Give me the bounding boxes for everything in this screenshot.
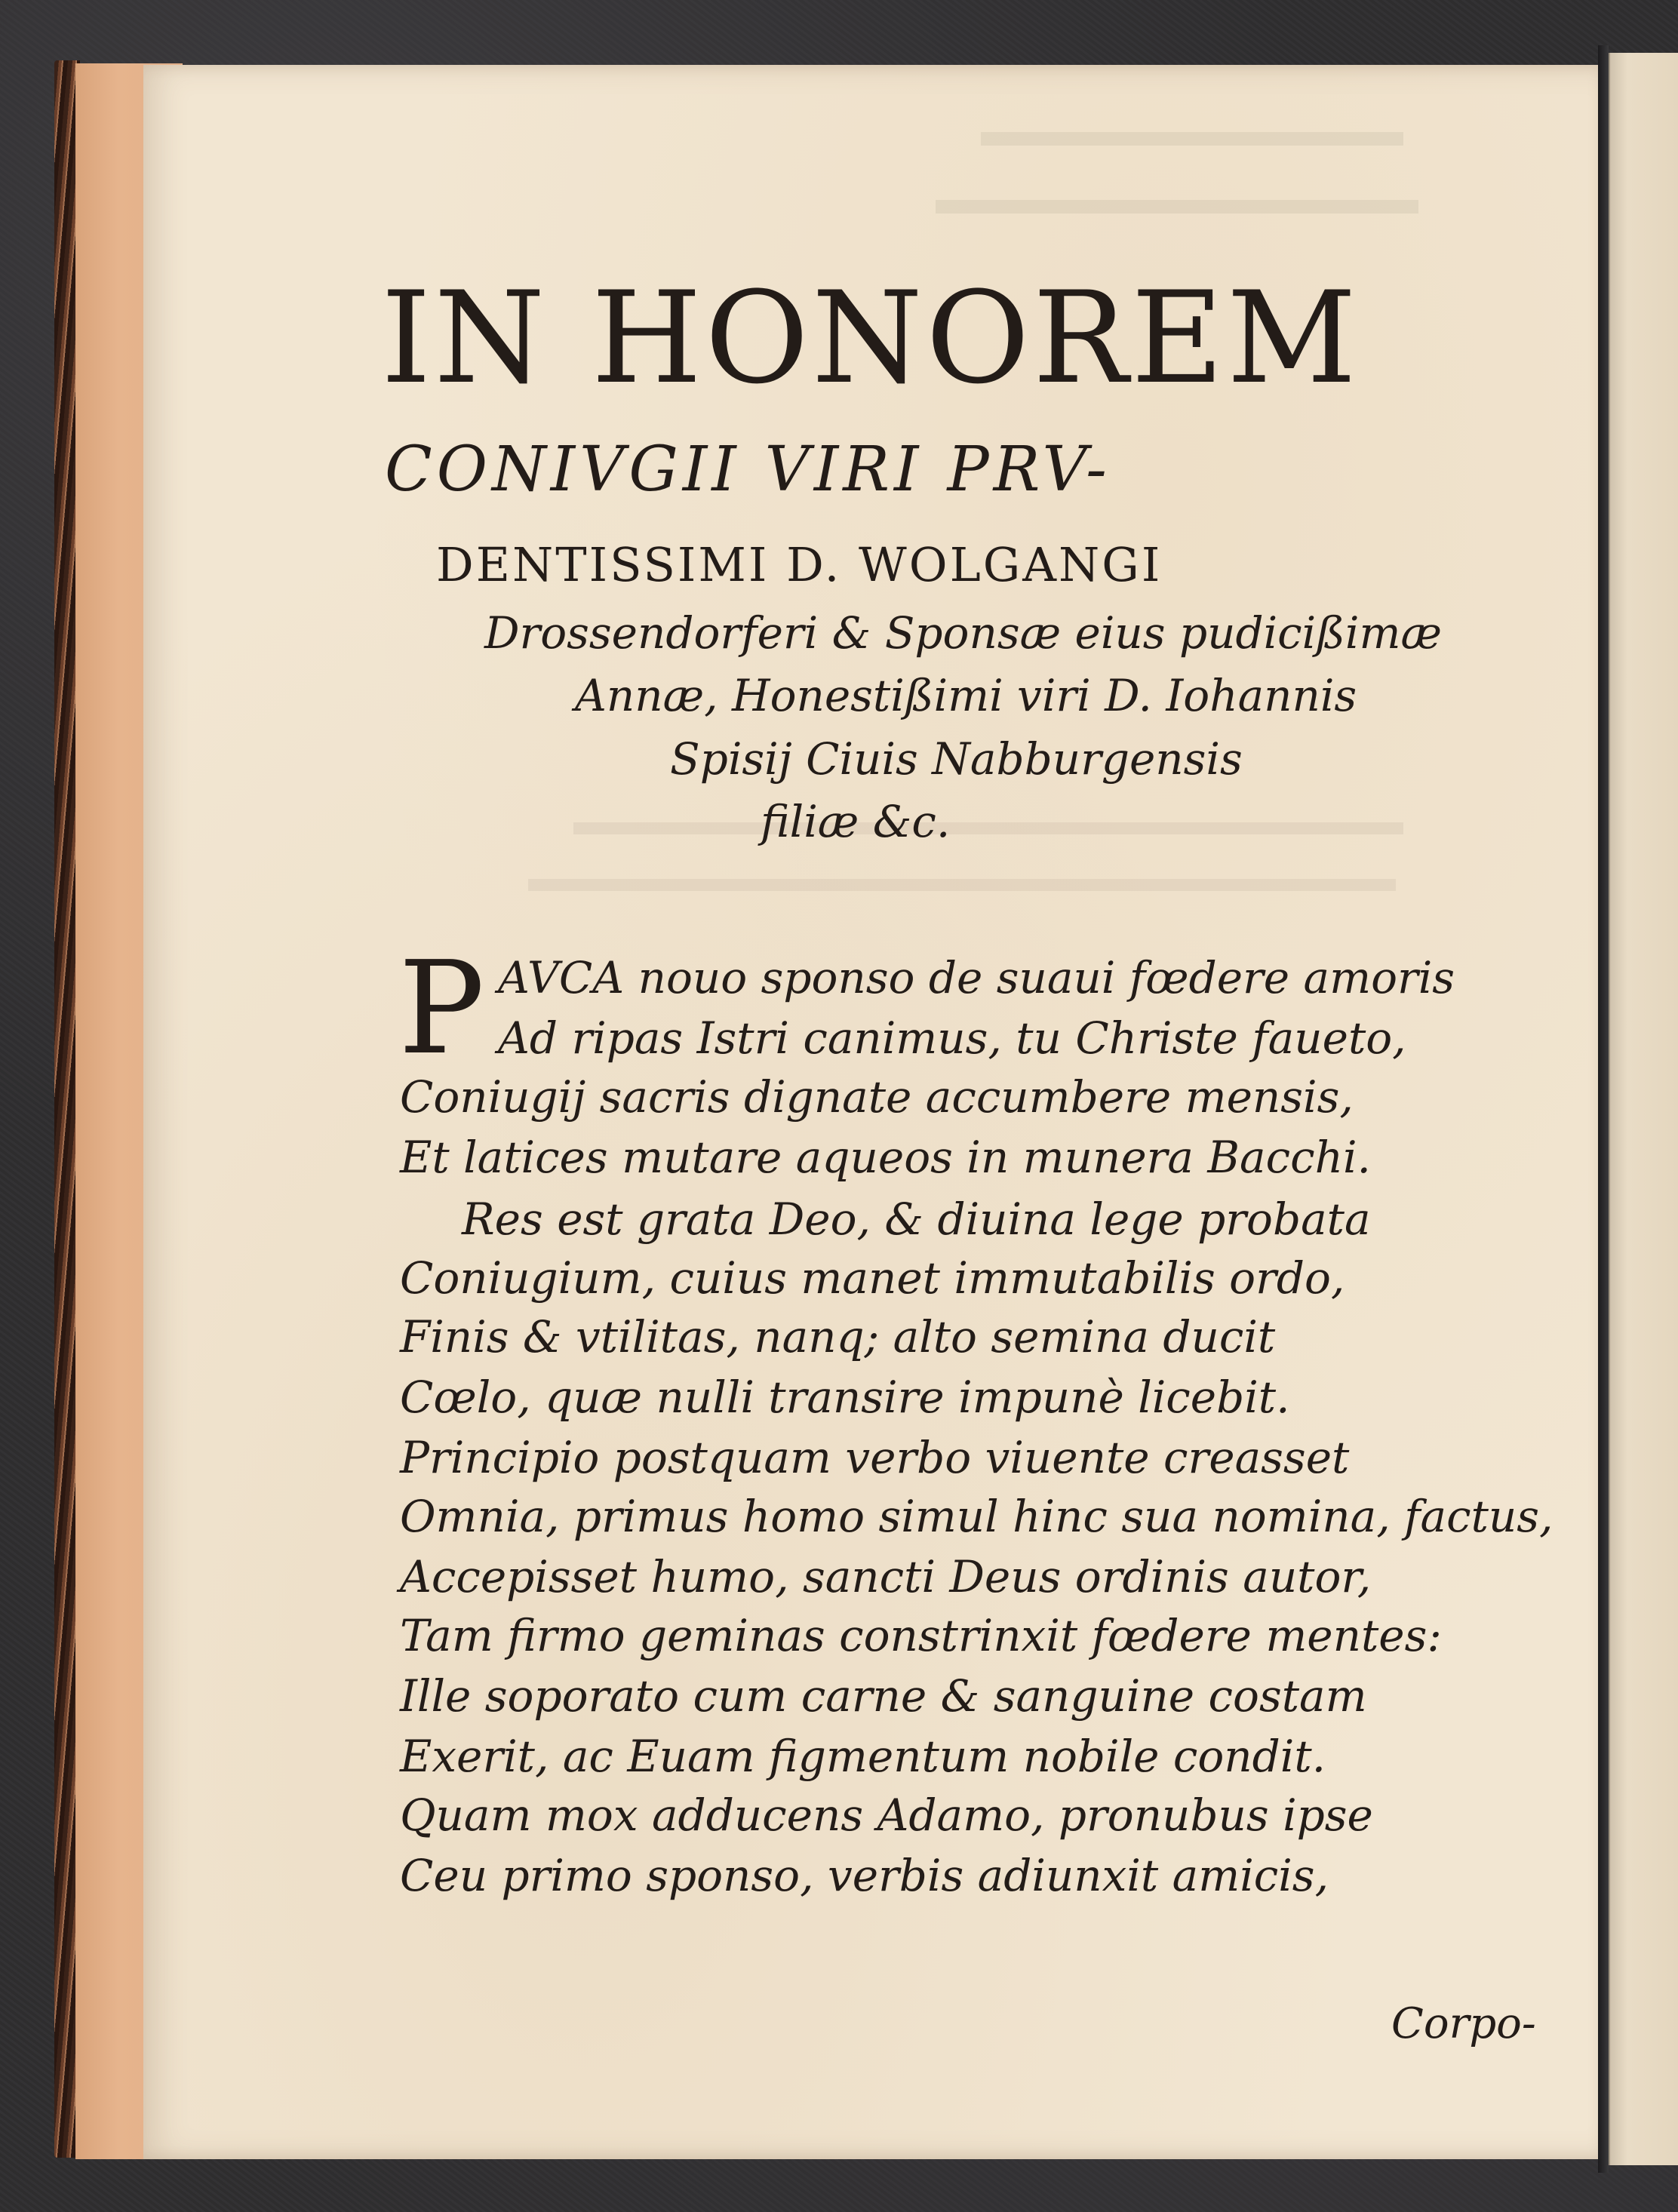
- dedication-line-4: filiæ &c.: [761, 796, 951, 847]
- verse-line-2: Ad ripas Istri canimus, tu Christe faueto,: [498, 1012, 1406, 1064]
- verse-line-12: Tam firmo geminas constrinxit fœdere mentes:: [400, 1610, 1442, 1661]
- catchword: Corpo-: [1391, 1999, 1536, 2048]
- verse-line-9: Principio postquam verbo viuente creasset: [400, 1432, 1350, 1483]
- verse-line-5: Res est grata Deo, & diuina lege probata: [462, 1194, 1371, 1245]
- page-gutter: [1598, 45, 1609, 2173]
- page-title: IN HONOREM: [381, 264, 1360, 412]
- facing-page: [1609, 53, 1678, 2165]
- verse-line-3: Coniugij sacris dignate accumbere mensis,: [400, 1071, 1354, 1123]
- verse-line-11: Accepisset humo, sancti Deus ordinis autor,: [400, 1551, 1372, 1602]
- verse-line-6: Coniugium, cuius manet immutabilis ordo,: [400, 1252, 1345, 1304]
- verse-line-10: Omnia, primus homo simul hinc sua nomina, factus,: [400, 1491, 1554, 1542]
- verse-line-14: Exerit, ac Euam figmentum nobile condit.: [400, 1731, 1326, 1782]
- heading-line-1: CONIVGII VIRI PRV-: [385, 434, 1111, 505]
- dedication-line-2: Annæ, Honestißimi viri D. Iohannis: [575, 670, 1357, 721]
- verse-line-8: Cœlo, quæ nulli transire impunè licebit.: [400, 1372, 1290, 1423]
- verse-line-16: Ceu primo sponso, verbis adiunxit amicis,: [400, 1850, 1329, 1901]
- verse-line-15: Quam mox adducens Adamo, pronubus ipse: [400, 1790, 1373, 1841]
- heading-line-2: DENTISSIMI D. WOLGANGI: [436, 537, 1163, 592]
- dedication-line-3: Spisij Ciuis Nabburgensis: [670, 733, 1243, 785]
- dedication-line-1: Drossendorferi & Sponsæ eius pudicißimæ: [484, 607, 1442, 659]
- verse-line-4: Et latices mutare aqueos in munera Bacchi.: [400, 1132, 1371, 1183]
- drop-cap: P: [398, 934, 485, 1083]
- verse-line-7: Finis & vtilitas, nanq; alto semina ducit: [400, 1311, 1276, 1363]
- verse-line-13: Ille soporato cum carne & sanguine costam: [400, 1670, 1367, 1722]
- verse-line-1: AVCA nouo sponso de suaui fœdere amoris: [498, 952, 1455, 1003]
